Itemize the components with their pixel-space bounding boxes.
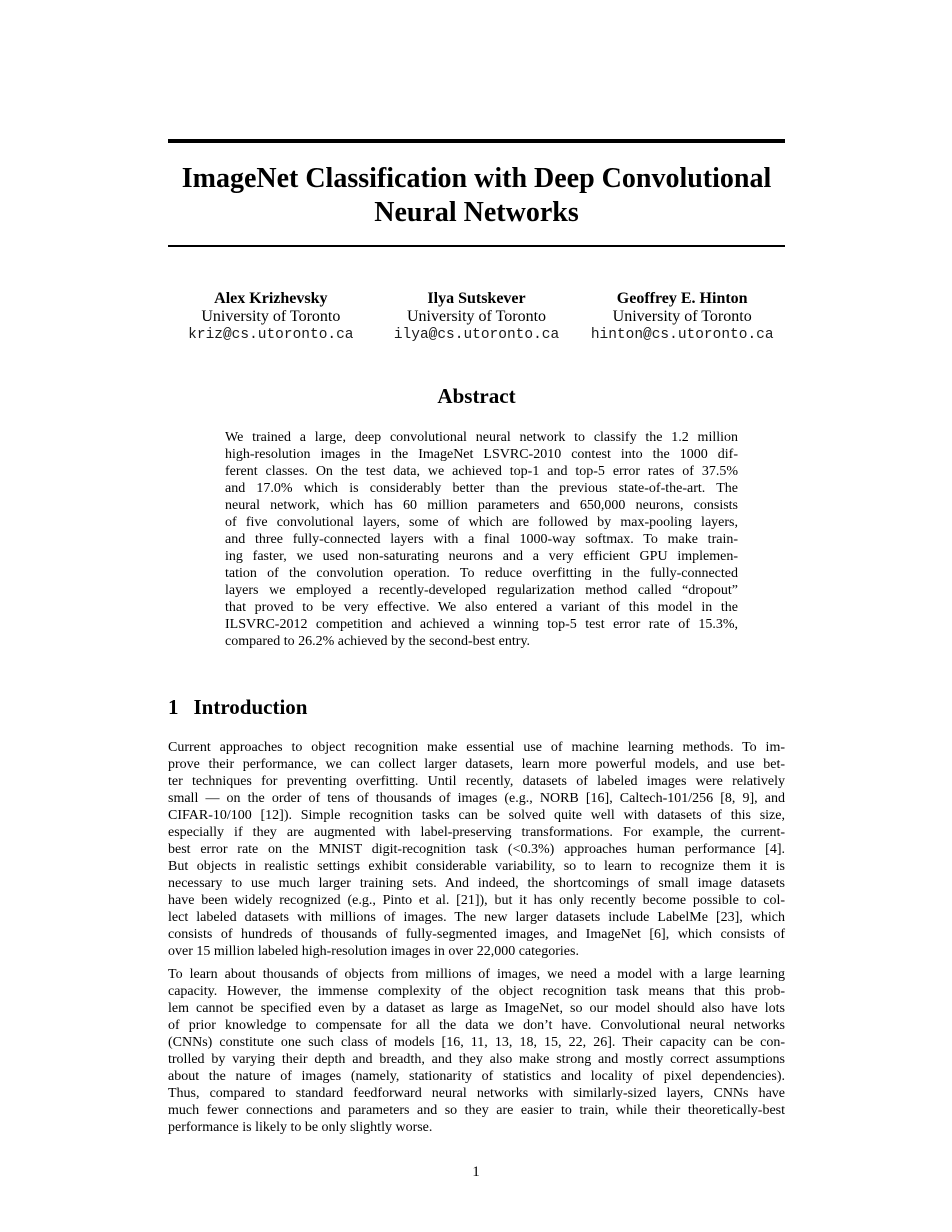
text-line: Current approaches to object recognition make essential use of machine learning methods. To im- <box>168 740 785 755</box>
author-name: Geoffrey E. Hinton <box>616 290 748 307</box>
paragraph <box>168 739 785 960</box>
author-email: kriz@cs.utoronto.ca <box>188 327 354 343</box>
text-line: and 17.0% which is considerably better than the previous state-of-the-art. The <box>225 481 738 496</box>
author <box>374 290 580 345</box>
text-line: Thus, compared to standard feedforward neural networks with similarly-sized layers, CNNs have <box>168 1086 785 1101</box>
text-line: about the nature of images (namely, stationarity of statistics and locality of pixel dependencies). <box>168 1069 785 1084</box>
text-line: consists of hundreds of thousands of fully-segmented images, and ImageNet [6], which consists of <box>168 927 785 942</box>
text-line: capacity. However, the immense complexity of the object recognition task means that this prob- <box>168 984 785 999</box>
text-line: We trained a large, deep convolutional neural network to classify the 1.2 million <box>225 430 738 445</box>
title-rule-top <box>168 139 785 143</box>
text-line: lem cannot be specified even by a dataset as large as ImageNet, so our model should also have lots <box>168 1001 785 1016</box>
section-title: Introduction <box>193 695 308 719</box>
text-line: neural network, which has 60 million parameters and 650,000 neurons, consists <box>225 498 738 513</box>
paper-title-line-1: ImageNet Classification with Deep Convolutional <box>181 163 772 194</box>
text-line: especially if they are augmented with label-preserving transformations. For example, the current- <box>168 825 785 840</box>
text-line: that proved to be very effective. We also entered a variant of this model in the <box>225 600 738 615</box>
text-line: prove their performance, we can collect larger datasets, learn more powerful models, and use bet- <box>168 757 785 772</box>
paragraph <box>168 966 785 1136</box>
paper-title <box>168 162 785 230</box>
text-line: ferent classes. On the test data, we achieved top-1 and top-5 error rates of 37.5% <box>225 464 738 479</box>
text-line: high-resolution images in the ImageNet LSVRC-2010 contest into the 1000 dif- <box>225 447 738 462</box>
author-affiliation: University of Toronto <box>612 308 752 325</box>
author-affiliation: University of Toronto <box>407 308 547 325</box>
text-line: compared to 26.2% achieved by the second-best entry. <box>225 634 531 649</box>
text-line: best error rate on the MNIST digit-recognition task (<0.3%) approaches human performance [4]. <box>168 842 785 857</box>
text-line: small — on the order of tens of thousands of images (e.g., NORB [16], Caltech-101/256 [8, 9], and <box>168 791 785 806</box>
author-name: Ilya Sutskever <box>427 290 526 307</box>
text-line: over 15 million labeled high-resolution images in over 22,000 categories. <box>168 944 579 959</box>
section-number: 1 <box>168 695 179 719</box>
author-email: ilya@cs.utoronto.ca <box>393 327 560 343</box>
text-line: But objects in realistic settings exhibit considerable variability, so to learn to recognize them it is <box>168 859 785 874</box>
text-line: To learn about thousands of objects from millions of images, we need a model with a large learning <box>168 967 785 982</box>
abstract-heading: Abstract <box>437 384 516 408</box>
paper-title-line-2: Neural Networks <box>374 197 579 228</box>
author-block <box>168 290 785 345</box>
text-line: tation of the convolution operation. To reduce overfitting in the fully-connected <box>225 566 738 581</box>
text-line: ILSVRC-2012 competition and achieved a winning top-5 test error rate of 15.3%, <box>225 617 738 632</box>
text-line: and three fully-connected layers with a final 1000-way softmax. To make train- <box>225 532 738 547</box>
author-email: hinton@cs.utoronto.ca <box>590 327 774 343</box>
text-line: ter techniques for preventing overfitting. Until recently, datasets of labeled images were relatively <box>168 774 785 789</box>
text-line: lect labeled datasets with millions of images. The new larger datasets include LabelMe [23], which <box>168 910 785 925</box>
text-line: (CNNs) constitute one such class of models [16, 11, 13, 18, 15, 22, 26]. Their capacity can be con- <box>168 1035 785 1050</box>
abstract-body <box>225 429 738 650</box>
text-line: performance is likely to be only slightly worse. <box>168 1120 433 1135</box>
text-line: trolled by varying their depth and breadth, and they also make strong and mostly correct assumptions <box>168 1052 785 1067</box>
title-rule-bottom <box>168 245 785 247</box>
text-line: CIFAR-10/100 [12]). Simple recognition tasks can be solved quite well with datasets of this size, <box>168 808 785 823</box>
section-heading-introduction <box>168 695 307 720</box>
text-line: layers we employed a recently-developed regularization method called “dropout” <box>225 583 738 598</box>
author <box>168 290 374 345</box>
text-line: of five convolutional layers, some of which are followed by max-pooling layers, <box>225 515 738 530</box>
text-line: have been widely recognized (e.g., Pinto et al. [21]), but it has only recently become possible to col- <box>168 893 785 908</box>
text-line: ing faster, we used non-saturating neurons and a very efficient GPU implemen- <box>225 549 738 564</box>
page-number: 1 <box>472 1164 480 1180</box>
author-affiliation: University of Toronto <box>201 308 341 325</box>
text-line: necessary to use much larger training sets. And indeed, the shortcomings of small image datasets <box>168 876 785 891</box>
author-name: Alex Krizhevsky <box>214 290 328 307</box>
text-line: much fewer connections and parameters and so they are easier to train, while their theoretically-best <box>168 1103 785 1118</box>
author <box>579 290 785 345</box>
text-line: of prior knowledge to compensate for all the data we don’t have. Convolutional neural networks <box>168 1018 785 1033</box>
